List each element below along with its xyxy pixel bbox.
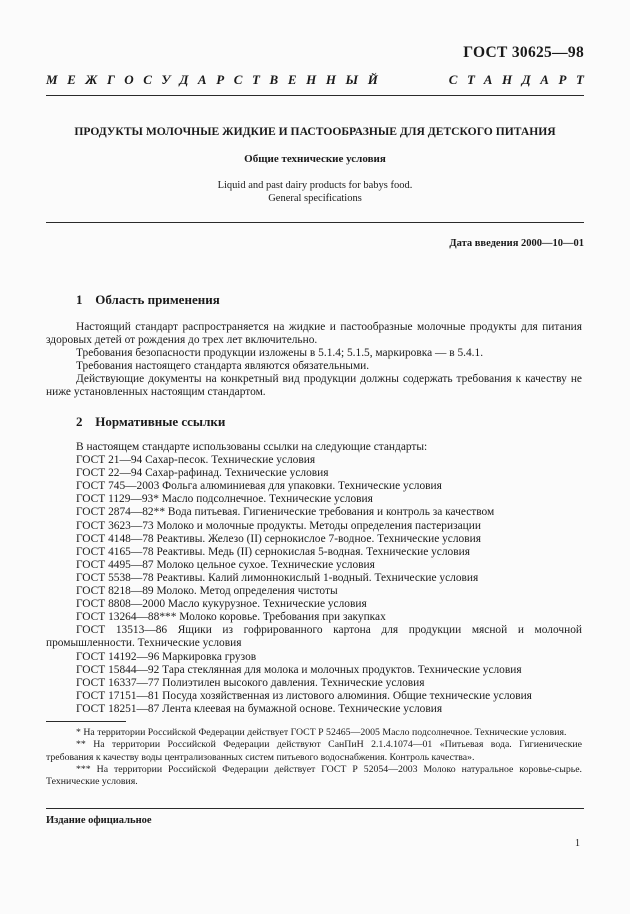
reference-item: ГОСТ 18251—87 Лента клеевая на бумажной основе. Технические условия: [76, 702, 443, 715]
section-title: Нормативные ссылки: [95, 414, 226, 429]
footer-rule: [46, 808, 584, 809]
footnote-separator: [46, 721, 126, 722]
reference-item: ГОСТ 8218—89 Молоко. Метод определения чистоты: [76, 585, 338, 598]
section-title: Область применения: [95, 292, 220, 307]
reference-item: ГОСТ 4148—78 Реактивы. Железо (II) сернокислое 7-водное. Технические условия: [76, 532, 481, 545]
page-number: 1: [575, 838, 580, 849]
introduction-date: Дата введения 2000—10—01: [449, 238, 584, 249]
banner-word-interstate: МЕЖГОСУДАРСТВЕННЫЙ: [46, 72, 388, 87]
document-title: ПРОДУКТЫ МОЛОЧНЫЕ ЖИДКИЕ И ПАСТООБРАЗНЫЕ ДЛЯ ДЕТСКОГО ПИТАНИЯ: [74, 125, 556, 138]
reference-item: ГОСТ 2874—82** Вода питьевая. Гигиенические требования и контроль за качеством: [76, 506, 495, 519]
paragraph: Требования настоящего стандарта являются обязательными.: [76, 360, 370, 373]
reference-item: ГОСТ 4165—78 Реактивы. Медь (II) сернокислая 5-водная. Технические условия: [76, 545, 470, 558]
footnote: ** На территории Российской Федерации действуют СанПиН 2.1.4.1074—01 «Питьевая вода. Гигиенические требования к качеству воды централизованных систем питьевого водоснабжения. Контроль качества».: [46, 739, 582, 763]
english-title-line: Liquid and past dairy products for babys food.: [217, 180, 413, 191]
section-number: 1: [76, 292, 83, 307]
reference-item: ГОСТ 1129—93* Масло подсолнечное. Технические условия: [76, 493, 373, 506]
header-rule: [46, 95, 584, 96]
paragraph: Требования безопасности продукции изложены в 5.1.4; 5.1.5, маркировка — в 5.4.1.: [76, 347, 484, 360]
document-subtitle: Общие технические условия: [244, 153, 386, 165]
reference-item: ГОСТ 16337—77 Полиэтилен высокого давления. Технические условия: [76, 676, 425, 689]
normative-references-list: [46, 441, 582, 716]
interstate-standard-banner: [46, 72, 594, 88]
reference-item: ГОСТ 14192—96 Маркировка грузов: [76, 650, 257, 663]
banner-word-standard: СТАНДАРТ: [448, 72, 594, 87]
reference-item: ГОСТ 745—2003 Фольга алюминиевая для упаковки. Технические условия: [76, 480, 442, 493]
title-rule: [46, 222, 584, 223]
section-number: 2: [76, 414, 83, 429]
english-title: [46, 180, 584, 205]
reference-item: ГОСТ 15844—92 Тара стеклянная для молока и молочных продуктов. Технические условия: [76, 663, 522, 676]
footnote: * На территории Российской Федерации действует ГОСТ Р 52465—2005 Масло подсолнечное. Технические условия.: [76, 727, 567, 738]
paragraph: Действующие документы на конкретный вид продукции должны содержать требования к качеству не ниже установленных настоящим стандартом.: [46, 373, 582, 399]
reference-item: ГОСТ 5538—78 Реактивы. Калий лимоннокислый 1-водный. Технические условия: [76, 571, 479, 584]
footnote: *** На территории Российской Федерации действует ГОСТ Р 52054—2003 Молоко натуральное коровье-сырье. Технические условия.: [46, 763, 582, 788]
section-2-heading: [76, 414, 225, 430]
official-edition-label: Издание официальное: [46, 815, 152, 826]
standard-code: ГОСТ 30625—98: [463, 44, 584, 61]
reference-item: ГОСТ 22—94 Сахар-рафинад. Технические условия: [76, 467, 329, 480]
reference-item: ГОСТ 8808—2000 Масло кукурузное. Технические условия: [76, 598, 367, 611]
reference-item: ГОСТ 3623—73 Молоко и молочные продукты. Методы определения пастеризации: [76, 519, 481, 532]
reference-item: ГОСТ 4495—87 Молоко цельное сухое. Технические условия: [76, 558, 375, 571]
footnotes: [46, 727, 582, 788]
references-intro: В настоящем стандарте использованы ссылки на следующие стандарты:: [76, 441, 428, 453]
reference-item: ГОСТ 17151—81 Посуда хозяйственная из листового алюминия. Общие технические условия: [76, 689, 532, 702]
section-1-heading: [76, 292, 220, 308]
reference-item: ГОСТ 21—94 Сахар-песок. Технические условия: [76, 454, 316, 467]
english-title-line: General specifications: [268, 192, 362, 204]
paragraph: Настоящий стандарт распространяется на жидкие и пастообразные молочные продукты для питания здоровых детей от рождения до трех лет включительно.: [46, 321, 582, 347]
section-1-body: [46, 321, 582, 400]
reference-item: ГОСТ 13513—86 Ящики из гофрированного картона для продукции мясной и молочной промышленности. Технические условия: [46, 624, 582, 650]
reference-item: ГОСТ 13264—88*** Молоко коровье. Требования при закупках: [76, 611, 386, 624]
